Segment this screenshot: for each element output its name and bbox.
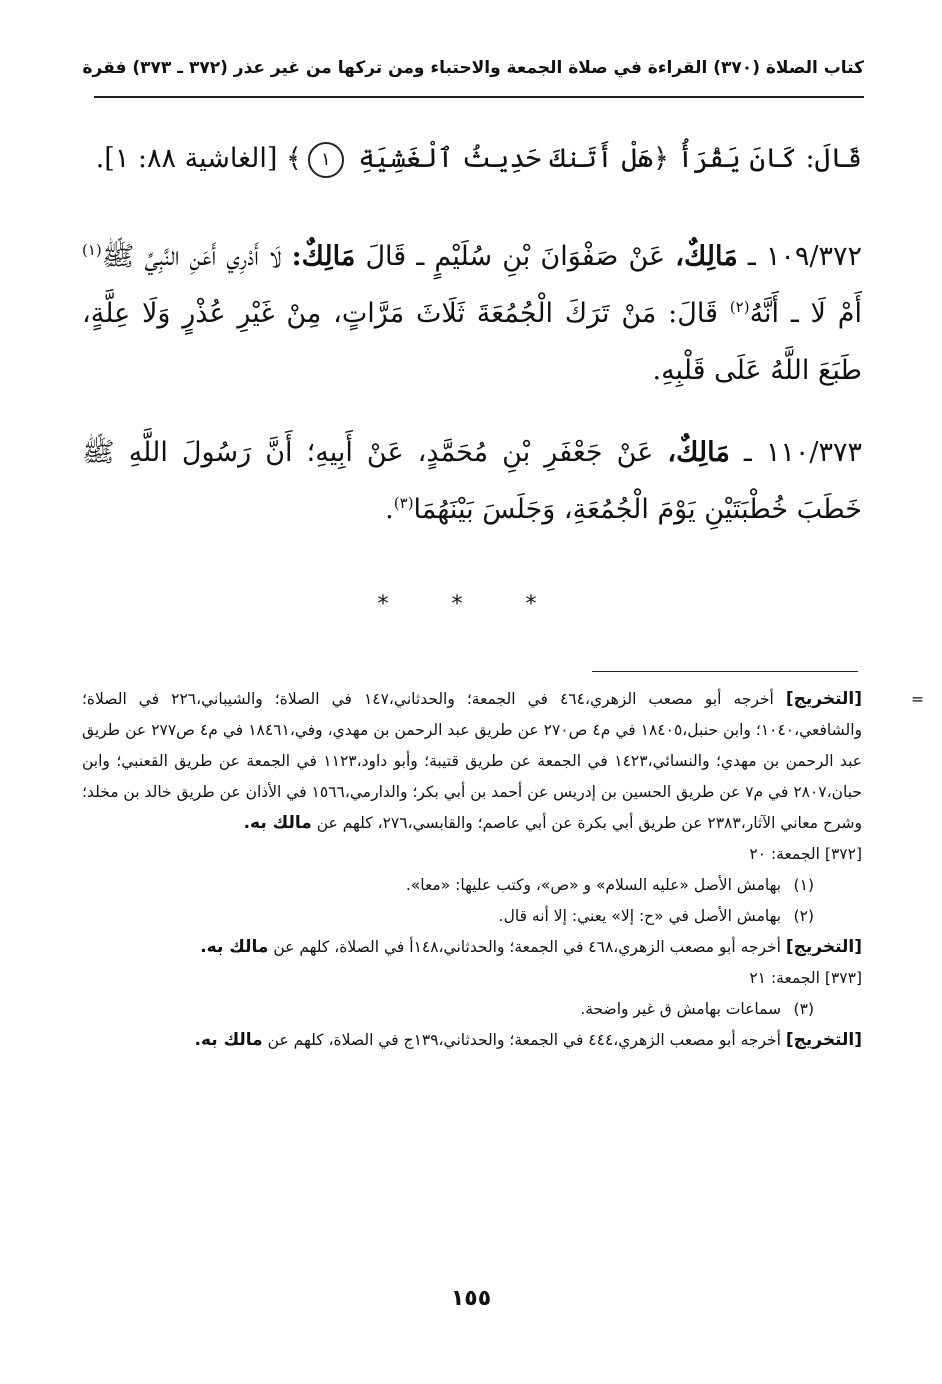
section-separator: * * * [377,592,565,617]
takhrij-label: [التخريج] [785,1030,862,1050]
footnote-number: (٣) [793,1000,814,1018]
hadith-text: عَنْ صَفْوَانَ بْنِ سُلَيْمٍ ـ قَالَ [365,241,666,272]
footnote-marker: (٣) [393,494,414,512]
hadith-373 [82,424,862,538]
footnote-1 [82,870,862,901]
hadith-text: عَنْ جَعْفَرِ بْنِ مُحَمَّدٍ، عَنْ أَبِيهِ؛ أَنَّ رَسُولَ اللَّهِ ﷺ خَطَبَ خُطْبَتَيْنِ يَوْمَ الْجُمُعَةِ، وَجَلَسَ بَيْنَهُمَا [82,437,862,525]
footnote-number: (٢) [793,907,814,925]
footnote-text: سماعات بهامش ق غير واضحة. [580,1000,782,1018]
footnote-marker: (١) [82,241,102,259]
hadith-number: ١٠٩/٣٧٢ ـ [747,241,862,272]
hadith-ref-373 [82,963,862,994]
footnote-marker: (٢) [729,298,750,316]
footnote-text: بهامش الأصل «عليه السلام» و «ص»، وكتب عليها: «معا». [405,876,782,894]
running-header [82,54,864,94]
hadith-text: أَمْ لَا ـ أَنَّهُ [749,298,862,329]
takhrij-text: أخرجه أبو مصعب الزهري،٤٦٤ في الجمعة؛ والحدثاني،١٤٧ في الصلاة؛ والشيباني،٢٢٦ في الصلاة؛ والشافعي،١٠٤٠؛ وابن حنبل،١٨٤٠٥ في م٤ ص٢٧٠ عن طريق عبد الرحمن بن مهدي، وفي،١٨٤٦١ في م٤ ص٢٧٧ عن طريق عبد الرحمن بن مهدي؛ والنسائي،١٤٢٣ في الجمعة عن طريق قتيبة؛ وأبو داود،١١٢٣ في الجمعة عن طريق القعنبي؛ وابن حبان،٢٨٠٧ في م٧ عن طريق الحسين بن إدريس عن أحمد بن أبي بكر؛ والدارمي،١٥٦٦ في الأذان عن طريق خالد بن مخلد؛ وشرح معاني الآثار،٢٣٨٣ عن طريق أبي بكرة عن أبي عاصم؛ والقابسي،٢٧٦، كلهم عن [82,690,863,832]
footnote-3 [82,994,862,1025]
footnote-text: بهامش الأصل في «ح: إلا» يعني: إلا أنه قال. [498,907,782,925]
ref-number: [٣٧٣] [824,969,862,987]
verse-number-ornament: ١ [308,142,344,178]
quran-close-bracket: ﴾ [285,143,302,174]
hadith-372 [82,228,862,399]
verse-lead: قَالَ: كَانَ يَقْرَأُ [677,143,862,174]
footnotes [82,684,924,1056]
footnote-divider [592,671,858,672]
hadith-text: لَا أَدْرِي أَعَنِ النَّبِيِّ ﷺ [101,241,282,272]
ref-text: الجمعة: ٢١ [749,969,820,987]
takhrij-note-370 [82,684,924,839]
takhrij-label: [التخريج] [785,937,862,957]
footnote-number: (١) [793,876,814,894]
takhrij-label: [التخريج] [785,689,863,709]
ref-text: الجمعة: ٢٠ [749,845,820,863]
header-divider [94,96,864,98]
takhrij-text: أخرجه أبو مصعب الزهري،٤٦٨ في الجمعة؛ والحدثاني،١٤٨أ في الصلاة، كلهم عن [273,938,781,956]
takhrij-text: أخرجه أبو مصعب الزهري،٤٤٤ في الجمعة؛ والحدثاني،١٣٩ج في الصلاة، كلهم عن [267,1031,781,1049]
hadith-ref-372 [82,839,862,870]
malik-bih: مالك به. [243,813,312,833]
takhrij-note-373 [82,1025,862,1056]
verse-paragraph [82,130,862,187]
malik-bih: مالك به. [194,1030,263,1050]
quran-verse: هَلْ أَتَنكَ حَدِيثُ ٱلْغَشِيَةِ [358,143,654,174]
narrator-name: مَالِكٌ: [291,241,356,272]
page-number: ١٥٥ [450,1286,492,1311]
footnote-2 [82,901,862,932]
hadith-number: ١١٠/٣٧٣ ـ [743,437,862,468]
verse-citation: [الغاشية ٨٨: ١]. [95,143,278,174]
running-title: كتاب الصلاة (٣٧٠) القراءة في صلاة الجمعة والاحتباء ومن تركها من غير عذر (٣٧٢ ـ ٣٧٣) فقرة [82,58,864,78]
ref-number: [٣٧٢] [824,845,862,863]
continuation-mark: = [911,690,924,708]
narrator-name: مَالِكٌ، [675,241,738,272]
quran-open-bracket: ﴿ [653,143,669,174]
malik-bih: مالك به. [200,937,269,957]
narrator-name: مَالِكٌ، [667,437,730,468]
takhrij-note-372 [82,932,862,963]
hadith-text: قَالَ: مَنْ تَرَكَ الْجُمُعَةَ ثَلَاثَ مَرَّاتٍ، مِنْ غَيْرِ عُذْرٍ وَلَا عِلَّةٍ، طَبَعَ اللَّهُ عَلَى قَلْبِهِ. [82,298,862,386]
hadith-end: . [385,494,394,525]
